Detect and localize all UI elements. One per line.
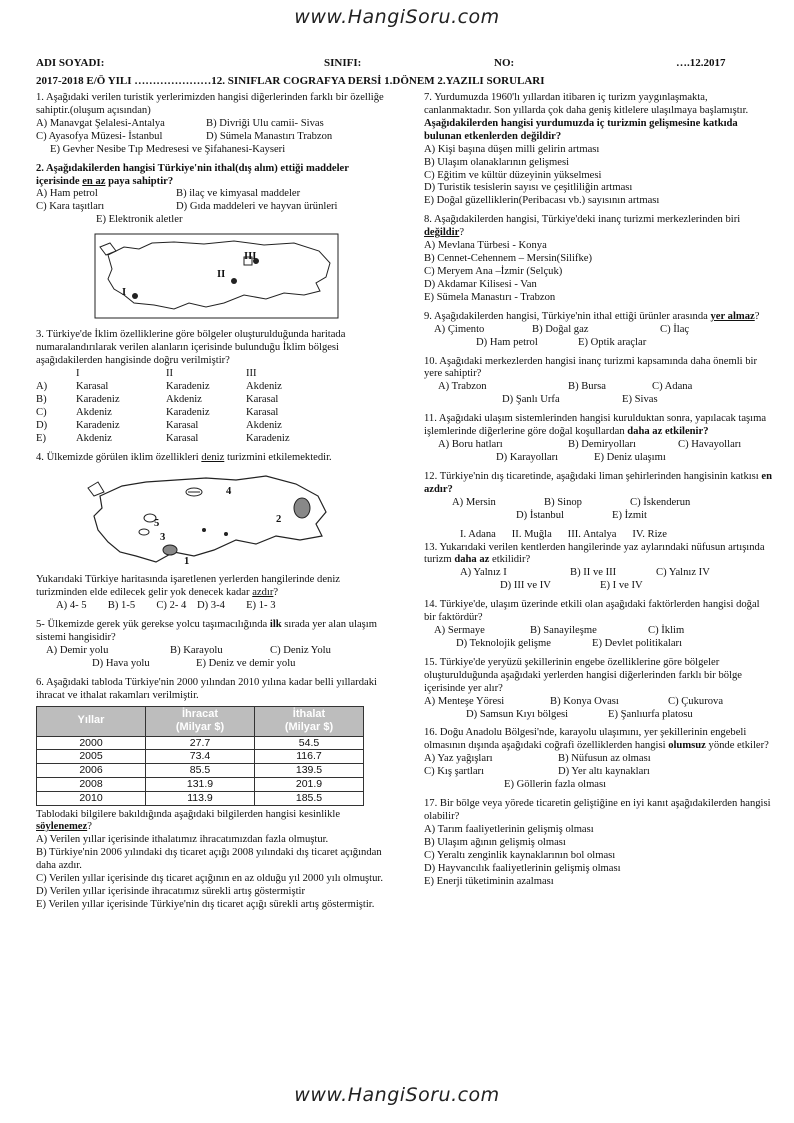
- q12-option-c[interactable]: C) İskenderun: [630, 496, 691, 508]
- question-5: [36, 619, 386, 671]
- q14-option-c[interactable]: C) İklim: [648, 625, 685, 637]
- question-16-text: 16. Doğu Anadolu Bölgesi'nde, karayolu ulaşımını, yer şekillerinin engebeli olmasının dışında aşağıdaki coğrafi özelliklerden hangisi: [424, 727, 747, 752]
- q10-option-c[interactable]: C) Adana: [652, 381, 693, 393]
- question-9-text: 9. Aşağıdakilerden hangisi, Türkiye'nin ithal ettiği ürünler arasında: [424, 310, 711, 322]
- question-13-end: etkilidir?: [489, 554, 531, 566]
- q3-option-letter: D): [36, 419, 48, 431]
- class-label: SINIFI:: [324, 57, 362, 69]
- question-3-text: 3. Türkiye'de İklim özelliklerine göre bölgeler oluşturulduğunda haritada numaralandırılarak verilen alanların içerisinde bulunduğu İklim bölgesi aşağıdakilerden hangisinde doğru verilmiştir?: [36, 329, 346, 367]
- q5-option-a[interactable]: A) Demir yolu: [46, 645, 109, 657]
- trade-header-export: İhracat: [181, 707, 219, 720]
- question-13: [424, 529, 774, 594]
- q17-option-d[interactable]: D) Hayvancılık faaliyetlerinin gelişmiş olması: [424, 862, 621, 874]
- coast-map-label-4: 4: [226, 486, 232, 498]
- climate-map: [94, 233, 386, 323]
- q3-header-i: I: [76, 367, 80, 379]
- q5-option-b[interactable]: B) Karayolu: [170, 645, 223, 657]
- q14-option-e[interactable]: E) Devlet politikaları: [592, 637, 683, 649]
- trade-table-row: [37, 764, 364, 778]
- q14-option-a[interactable]: A) Sermaye: [434, 625, 485, 637]
- q14-option-d[interactable]: D) Teknolojik gelişme: [456, 637, 551, 649]
- question-11-emphasis: daha az etkilenir?: [627, 426, 709, 438]
- q16-option-b[interactable]: B) Nüfusun az olması: [558, 753, 651, 765]
- q10-option-d[interactable]: D) Şanlı Urfa: [502, 394, 560, 406]
- trade-table-row: [37, 736, 364, 750]
- q2-option-c[interactable]: C) Kara taşıtları: [36, 201, 105, 213]
- q10-option-b[interactable]: B) Bursa: [568, 381, 606, 393]
- question-4-emphasis-2: azdır: [252, 587, 274, 599]
- question-4-end: turizmini etkilemektedir.: [224, 451, 332, 463]
- q9-option-e[interactable]: E) Optik araçlar: [578, 336, 647, 348]
- q3-option-cell: Karadeniz: [166, 380, 210, 392]
- coast-map-label-2: 2: [276, 514, 282, 526]
- q3-option-cell: Karasal: [246, 406, 279, 418]
- question-10-text: 10. Aşağıdaki merkezlerden hangisi inanç turizmi kapsamında daha önemli bir yere sahiptir?: [424, 355, 758, 380]
- trade-table-row: [37, 791, 364, 805]
- q3-option-cell: Karasal: [246, 393, 279, 405]
- trade-table-row: [37, 750, 364, 764]
- q13-option-b[interactable]: B) II ve III: [570, 567, 617, 579]
- q7-option-a[interactable]: A) Kişi başına düşen milli gelirin artması: [424, 143, 600, 155]
- trade-header-import-unit: (Milyar $): [284, 721, 334, 734]
- q13-option-a[interactable]: A) Yalnız I: [460, 567, 507, 579]
- q2-option-a[interactable]: A) Ham petrol: [36, 188, 98, 200]
- trade-table-row: [37, 777, 364, 791]
- question-12: [424, 471, 774, 523]
- question-8-mark: ?: [459, 227, 465, 239]
- question-17-text: 17. Bir bölge veya yörede ticaretin geliştiğine en iyi kanıt aşağıdakilerden hangisi olabilir?: [424, 798, 771, 823]
- q16-option-c[interactable]: C) Kış şartları: [424, 766, 485, 778]
- trade-cell-export: 85.5: [146, 764, 255, 778]
- trade-cell-export: 131.9: [146, 777, 255, 791]
- map1-label-ii: II: [217, 269, 226, 281]
- q3-option-row[interactable]: [36, 420, 386, 433]
- question-11: [424, 413, 774, 465]
- trade-table: [36, 706, 364, 806]
- q17-option-b[interactable]: B) Ulaşım ağının gelişmiş olması: [424, 836, 566, 848]
- question-9-emphasis: yer almaz: [710, 310, 755, 322]
- q3-option-row[interactable]: [36, 433, 386, 446]
- coast-map-label-1: 1: [184, 556, 190, 568]
- q3-option-letter: C): [36, 406, 47, 418]
- q14-option-b[interactable]: B) Sanayileşme: [530, 625, 597, 637]
- q10-option-e[interactable]: E) Sivas: [622, 394, 658, 406]
- question-3: [36, 329, 386, 445]
- trade-header-year: Yıllar: [37, 706, 146, 736]
- question-11-text: 11. Aşağıdaki ulaşım sistemlerinden hangisi kurulduktan sonra, yapılacak taşıma işlemlerinde diğerlerine göre doğal koşullardan: [424, 413, 767, 438]
- q3-option-cell: Karasal: [166, 432, 199, 444]
- left-column: [36, 92, 386, 918]
- question-6-emphasis: söylenemez: [36, 821, 88, 833]
- question-4-text: 4. Ülkemizde görülen iklim özellikleri: [36, 451, 202, 463]
- question-4-emphasis: deniz: [201, 451, 225, 463]
- q12-option-b[interactable]: B) Sinop: [544, 496, 582, 508]
- q5-option-d[interactable]: D) Hava yolu: [92, 657, 150, 669]
- q8-option-e[interactable]: E) Sümela Manastırı - Trabzon: [424, 291, 556, 303]
- question-7: [424, 92, 774, 208]
- coast-map-outline: [86, 470, 336, 570]
- question-6-mark: ?: [87, 821, 92, 833]
- question-5-text: 5- Ülkemizde gerek yük gerekse yolcu taşımacılığında: [36, 619, 270, 631]
- q8-option-c[interactable]: C) Meryem Ana –İzmir (Selçuk): [424, 265, 563, 277]
- q13-option-e[interactable]: E) I ve IV: [600, 580, 643, 592]
- trade-cell-export: 73.4: [146, 750, 255, 764]
- map1-label-i: I: [122, 287, 127, 299]
- question-16: [424, 727, 774, 792]
- trade-cell-year: 2006: [37, 764, 146, 778]
- trade-cell-import: 139.5: [255, 764, 364, 778]
- question-2-end: paya sahiptir?: [105, 175, 174, 187]
- q4-options[interactable]: A) 4- 5 B) 1-5 C) 2- 4 D) 3-4 E) 1- 3: [56, 600, 276, 612]
- q16-option-d[interactable]: D) Yer altı kaynakları: [558, 766, 650, 778]
- question-8-emphasis: değildir: [424, 227, 460, 239]
- q7-option-b[interactable]: B) Ulaşım olanaklarının gelişmesi: [424, 156, 570, 168]
- coast-map: [86, 470, 386, 570]
- question-16-emphasis: olumsuz: [668, 740, 706, 752]
- q3-option-cell: Karasal: [166, 419, 199, 431]
- q9-option-d[interactable]: D) Ham petrol: [476, 336, 538, 348]
- q5-option-c[interactable]: C) Deniz Yolu: [270, 645, 331, 657]
- trade-cell-year: 2008: [37, 777, 146, 791]
- question-8-text: 8. Aşağıdakilerden hangisi, Türkiye'deki inanç turizmi merkezlerinden biri: [424, 214, 741, 226]
- q9-option-c[interactable]: C) İlaç: [660, 323, 690, 335]
- coast-map-label-3: 3: [160, 532, 166, 544]
- q12-option-a[interactable]: A) Mersin: [452, 496, 496, 508]
- q11-option-e[interactable]: E) Deniz ulaşımı: [594, 451, 666, 463]
- trade-cell-import: 54.5: [255, 736, 364, 750]
- trade-cell-year: 2005: [37, 750, 146, 764]
- question-12-emphasis: en azdır?: [424, 470, 772, 495]
- right-column: [424, 92, 774, 895]
- question-16-end: yönde etkiler?: [705, 740, 769, 752]
- q3-option-cell: Akdeniz: [76, 406, 112, 418]
- question-14: [424, 599, 774, 651]
- q1-option-b[interactable]: B) Divriği Ulu camii- Sivas: [206, 117, 324, 129]
- q3-option-cell: Karadeniz: [76, 419, 120, 431]
- q3-option-letter: E): [36, 432, 46, 444]
- q7-option-c[interactable]: C) Eğitim ve kültür düzeyinin yükselmesi: [424, 169, 602, 181]
- question-13-text: 13. Yukarıdaki verilen kentlerden hangilerinde yaz aylarındaki nüfusun artışında turizm: [424, 541, 765, 566]
- q6-option-a[interactable]: A) Verilen yıllar içerisinde ithalatımız ihracatımızdan fazla olmuştur.: [36, 834, 329, 846]
- watermark-top: www.HangiSoru.com: [294, 6, 500, 28]
- q3-option-cell: Karadeniz: [166, 406, 210, 418]
- trade-cell-year: 2010: [37, 791, 146, 805]
- q8-option-a[interactable]: A) Mevlana Türbesi - Konya: [424, 240, 547, 252]
- q7-option-e[interactable]: E) Doğal güzelliklerin(Peribacası vb.) sayısının artması: [424, 195, 660, 207]
- q3-option-cell: Karadeniz: [76, 393, 120, 405]
- q17-option-e[interactable]: E) Enerji tüketiminin azalması: [424, 875, 554, 887]
- q13-option-d[interactable]: D) III ve IV: [500, 580, 551, 592]
- question-4: [36, 452, 386, 614]
- question-12-text: 12. Türkiye'nin dış ticaretinde, aşağıdaki liman şehirlerinden hangisinin katkısı: [424, 470, 762, 482]
- question-9: [424, 311, 774, 350]
- question-7-question: Aşağıdakilerden hangisi yurdumuzda iç turizmin gelişmesine katkıda bulunan etkenlerden değildir?: [424, 117, 738, 142]
- q5-option-e[interactable]: E) Deniz ve demir yolu: [196, 657, 296, 669]
- q3-option-row[interactable]: [36, 381, 386, 394]
- q16-option-a[interactable]: A) Yaz yağışları: [424, 753, 493, 765]
- q8-option-d[interactable]: D) Akdamar Kilisesi - Van: [424, 278, 537, 290]
- trade-cell-export: 27.7: [146, 736, 255, 750]
- question-5-end: sırada yer alan ulaşım sistemi hangisidir?: [36, 619, 377, 644]
- question-4-question: Yukarıdaki Türkiye haritasında işaretlenen yerlerden hangilerinde deniz turizminden elde edilecek gelir yok denecek kadar: [36, 574, 340, 599]
- q17-option-a[interactable]: A) Tarım faaliyetlerinin gelişmiş olması: [424, 823, 594, 835]
- question-2: [36, 163, 386, 228]
- trade-header-export-unit: (Milyar $): [175, 721, 225, 734]
- trade-cell-import: 185.5: [255, 791, 364, 805]
- q11-option-a[interactable]: A) Boru hatları: [438, 439, 503, 451]
- question-10: [424, 356, 774, 408]
- q15-option-a[interactable]: A) Menteşe Yöresi: [424, 695, 505, 707]
- name-label: ADI SOYADI:: [36, 57, 105, 69]
- q1-option-e[interactable]: E) Gevher Nesibe Tıp Medresesi ve Şifahanesi-Kayseri: [50, 143, 286, 155]
- q3-option-row[interactable]: [36, 407, 386, 420]
- question-2-emphasis: en az: [82, 175, 106, 187]
- q6-option-e[interactable]: E) Verilen yıllar içerisinde Türkiye'nin dış ticaret açığı sürekli artış göstermiştir.: [36, 898, 375, 910]
- q10-option-a[interactable]: A) Trabzon: [438, 381, 487, 393]
- q7-option-d[interactable]: D) Turistik tesislerin sayısı ve çeşitliliğin artması: [424, 182, 633, 194]
- q3-options: [36, 381, 386, 446]
- q3-option-cell: Akdeniz: [76, 432, 112, 444]
- question-17: [424, 798, 774, 888]
- q13-city-list: I. Adana II. Muğla III. Antalya IV. Rize: [460, 528, 667, 540]
- q6-option-c[interactable]: C) Verilen yıllar içerisinde dış ticaret açığının en az olduğu yıl 2000 yılı olmuştur.: [36, 873, 383, 885]
- q15-option-c[interactable]: C) Çukurova: [668, 695, 724, 707]
- trade-header-import: İthalat: [292, 707, 326, 720]
- question-15-text: 15. Türkiye'de yeryüzü şekillerinin engebe özelliklerine göre bölgeler oluşturulduğunda aşağıdaki yerlerden hangisi diğerlerinden farklı bir bölge içerisinde yer alır?: [424, 656, 743, 694]
- q13-option-c[interactable]: C) Yalnız IV: [656, 567, 710, 579]
- q17-option-c[interactable]: C) Yeraltı zenginlik kaynaklarının bol olması: [424, 849, 616, 861]
- q15-option-b[interactable]: B) Konya Ovası: [550, 695, 619, 707]
- q1-option-c[interactable]: C) Ayasofya Müzesi- İstanbul: [36, 130, 163, 142]
- q3-option-letter: B): [36, 393, 47, 405]
- q16-option-e[interactable]: E) Göllerin fazla olması: [504, 779, 607, 791]
- question-13-emphasis: daha az: [454, 554, 490, 566]
- question-1: [36, 92, 386, 157]
- question-1-text: 1. Aşağıdaki verilen turistik yerlerimizden hangisi diğerlerinden farklı bir özelliğe sahiptir.(oluşum açısından): [36, 92, 384, 116]
- q11-option-c[interactable]: C) Havayolları: [678, 439, 742, 451]
- trade-cell-import: 201.9: [255, 777, 364, 791]
- q2-option-b[interactable]: B) ilaç ve kimyasal maddeler: [176, 188, 301, 200]
- q3-option-cell: Karadeniz: [246, 432, 290, 444]
- q6-option-b[interactable]: B) Türkiye'nin 2006 yılındaki dış ticaret açığı 2008 yılındaki dış ticaret açığından daha azdır.: [36, 847, 382, 872]
- q3-option-cell: Akdeniz: [246, 419, 282, 431]
- q15-option-d[interactable]: D) Samsun Kıyı bölgesi: [466, 708, 569, 720]
- q3-option-cell: Karasal: [76, 380, 109, 392]
- no-label: NO:: [494, 57, 515, 69]
- question-15: [424, 657, 774, 722]
- q15-option-e[interactable]: E) Şanlıurfa platosu: [608, 708, 693, 720]
- trade-cell-import: 116.7: [255, 750, 364, 764]
- question-4-mark: ?: [273, 587, 279, 599]
- watermark-bottom: www.HangiSoru.com: [294, 1084, 500, 1106]
- q1-option-d[interactable]: D) Sümela Manastırı Trabzon: [206, 130, 333, 142]
- q9-option-b[interactable]: B) Doğal gaz: [532, 323, 589, 335]
- coast-map-label-5: 5: [154, 518, 160, 530]
- question-5-emphasis: ilk: [269, 619, 282, 631]
- date-label: ….12.2017: [676, 57, 726, 69]
- q11-option-d[interactable]: D) Karayolları: [496, 451, 559, 463]
- q3-header-ii: II: [166, 367, 174, 379]
- page-title: 2017-2018 E/Ö YILI …………………12. SINIFLAR COGRAFYA DERSİ 1.DÖNEM 2.YAZILI SORULARI: [36, 75, 545, 87]
- q3-option-letter: A): [36, 380, 48, 392]
- question-9-mark: ?: [754, 310, 760, 322]
- q11-option-b[interactable]: B) Demiryolları: [568, 439, 636, 451]
- q6-option-d[interactable]: D) Verilen yıllar içerisinde ihracatımız sürekli artış göstermiştir: [36, 886, 305, 898]
- q3-option-cell: Akdeniz: [246, 380, 282, 392]
- question-6-question: Tablodaki bilgilere bakıldığında aşağıdaki bilgilerden hangisi kesinlikle: [36, 808, 341, 820]
- q2-option-e[interactable]: E) Elektronik aletler: [96, 214, 183, 226]
- question-7-text: 7. Yurdumuzda 1960'lı yıllardan itibaren iç turizm yaygınlaşmakta, canlanmaktadır. Son yıllarda çok daha geniş kitlelere ulaşılmaya başlamıştır.: [424, 92, 749, 116]
- map1-label-iii: III: [244, 251, 257, 263]
- trade-cell-year: 2000: [37, 736, 146, 750]
- q1-option-a[interactable]: A) Manavgat Şelalesi-Antalya: [36, 117, 165, 129]
- trade-cell-export: 113.9: [146, 791, 255, 805]
- q3-header-iii: III: [246, 367, 257, 379]
- question-8: [424, 214, 774, 304]
- q3-option-cell: Akdeniz: [166, 393, 202, 405]
- q3-option-row[interactable]: [36, 394, 386, 407]
- q2-option-d[interactable]: D) Gıda maddeleri ve hayvan ürünleri: [176, 201, 338, 213]
- q12-option-e[interactable]: E) İzmit: [612, 509, 648, 521]
- q8-option-b[interactable]: B) Cennet-Cehennem – Mersin(Silifke): [424, 253, 592, 265]
- q12-option-d[interactable]: D) İstanbul: [516, 509, 564, 521]
- q9-option-a[interactable]: A) Çimento: [434, 323, 485, 335]
- question-6-text: 6. Aşağıdaki tabloda Türkiye'nin 2000 yılından 2010 yılına kadar belli yıllardaki ihracat ve ithalat rakamları verilmiştir.: [36, 676, 377, 701]
- question-14-text: 14. Türkiye'de, ulaşım üzerinde etkili olan aşağıdaki faktörlerden hangisi doğal bir faktördür?: [424, 599, 760, 624]
- question-6: [36, 677, 386, 912]
- question-2-text: 2. Aşağıdakilerden hangisi Türkiye'nin ithal(dış alım) ettiği maddeler içerisinde: [36, 162, 349, 187]
